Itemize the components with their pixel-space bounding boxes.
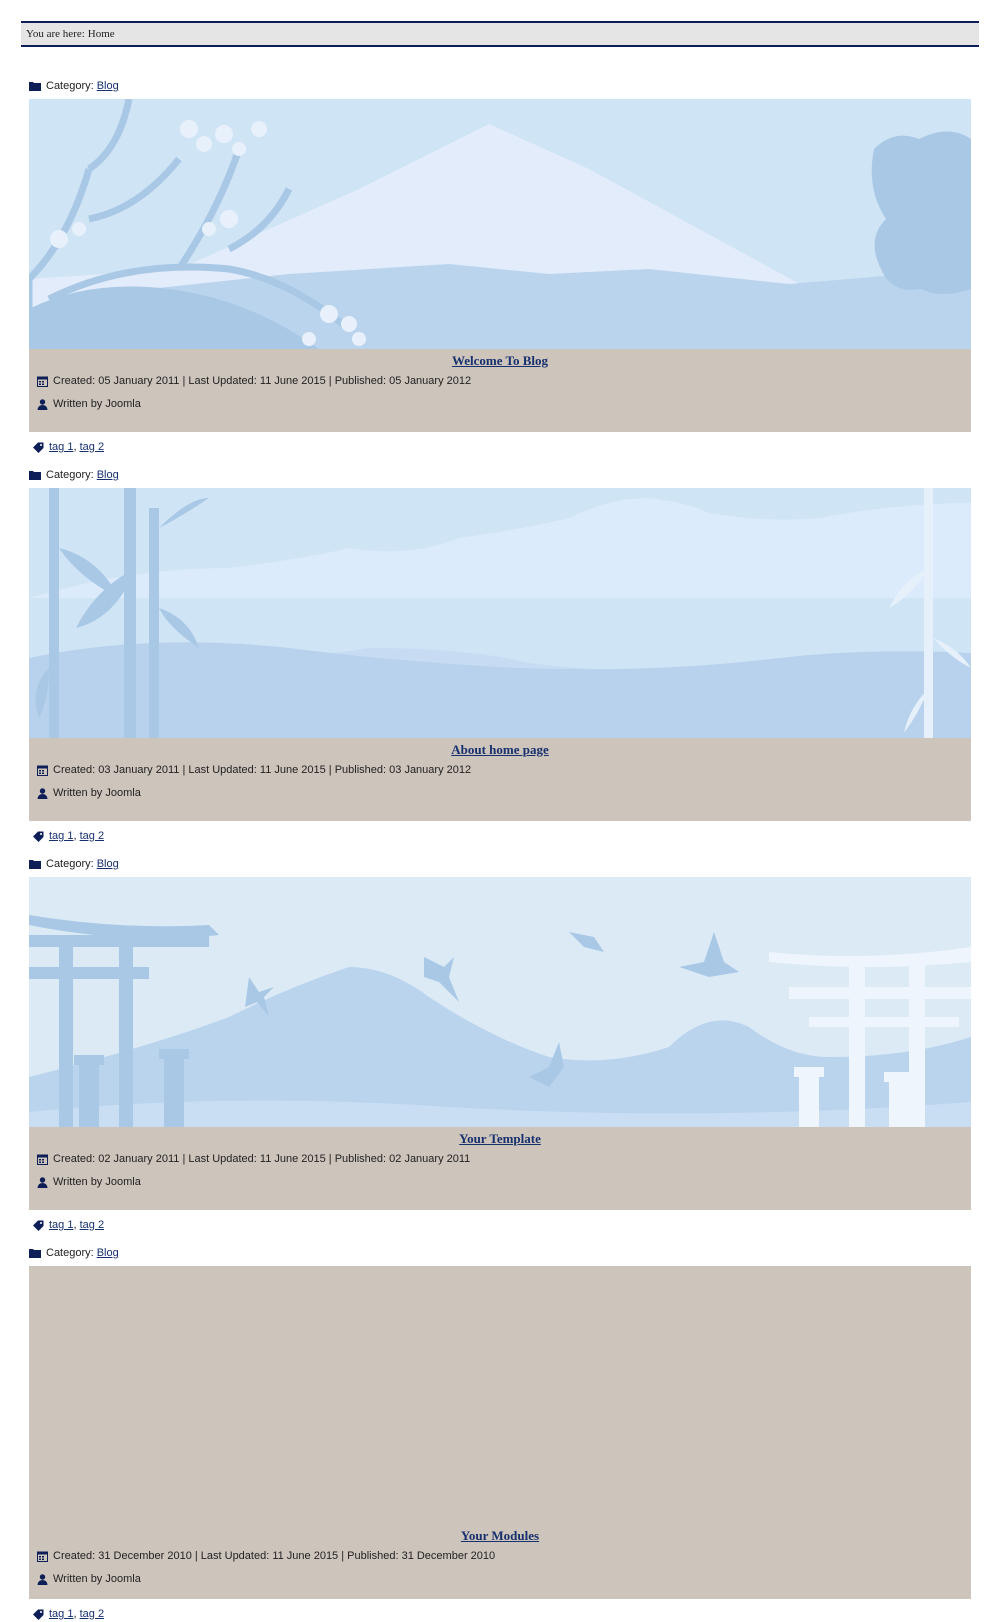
calendar-icon	[37, 765, 48, 776]
tag-link[interactable]: tag 1	[49, 830, 74, 842]
dates-text: Created: 02 January 2011 | Last Updated: 11 June 2015 | Published: 02 January 2011	[53, 1153, 471, 1165]
article-card	[29, 488, 971, 821]
tag-link[interactable]: tag 2	[79, 830, 105, 842]
tag-list: tag 1, tag 2	[49, 1608, 105, 1620]
category-link[interactable]: Blog	[96, 1247, 119, 1259]
category-line	[29, 467, 971, 483]
article-title	[37, 353, 963, 369]
tag-link[interactable]: tag 1	[49, 1608, 74, 1620]
article-info	[29, 738, 971, 821]
author-text: Written by Joomla	[53, 1573, 141, 1585]
author-text: Written by Joomla	[53, 398, 141, 410]
article-title	[37, 1131, 963, 1147]
article	[29, 467, 971, 844]
calendar-icon	[37, 1551, 48, 1562]
article-image	[29, 488, 971, 738]
article-author	[37, 785, 963, 801]
article-title-link[interactable]: About home page	[451, 742, 549, 757]
article-author	[37, 1174, 963, 1190]
category-label: Category:	[46, 858, 94, 870]
article-dates	[37, 1151, 963, 1167]
dates-text: Created: 05 January 2011 | Last Updated: 11 June 2015 | Published: 05 January 2012	[53, 375, 472, 387]
tag-link[interactable]: tag 2	[79, 441, 105, 453]
calendar-icon	[37, 1154, 48, 1165]
category-label: Category:	[46, 80, 94, 92]
article-tags	[29, 1606, 971, 1622]
article-title-link[interactable]: Welcome To Blog	[451, 353, 549, 368]
category-link[interactable]: Blog	[96, 469, 119, 481]
article-title-link[interactable]: Your Template	[459, 1131, 541, 1146]
article-title	[37, 742, 963, 758]
article-image	[29, 99, 971, 349]
tag-icon	[33, 442, 44, 453]
article-card	[29, 877, 971, 1210]
article-title	[37, 1528, 963, 1544]
article-tags	[29, 828, 971, 844]
category-link[interactable]: Blog	[96, 80, 119, 92]
breadcrumb-current: Home	[87, 28, 115, 40]
category-line	[29, 78, 971, 94]
tag-link[interactable]: tag 1	[49, 1219, 74, 1231]
article	[29, 856, 971, 1233]
user-icon	[37, 788, 48, 799]
category-label: Category:	[46, 1247, 94, 1259]
article-info	[29, 349, 971, 432]
article-info	[29, 1127, 971, 1210]
article-tags	[29, 439, 971, 455]
article	[29, 1245, 971, 1622]
category-line	[29, 856, 971, 872]
article-dates	[37, 373, 963, 389]
user-icon	[37, 1574, 48, 1585]
user-icon	[37, 399, 48, 410]
author-text: Written by Joomla	[53, 787, 141, 799]
tag-list: tag 1, tag 2	[49, 1219, 105, 1231]
folder-icon	[29, 1248, 41, 1258]
tag-link[interactable]: tag 2	[79, 1608, 105, 1620]
dates-text: Created: 31 December 2010 | Last Updated: 11 June 2015 | Published: 31 December 2010	[53, 1550, 496, 1562]
folder-icon	[29, 81, 41, 91]
article-title-link[interactable]: Your Modules	[460, 1528, 540, 1543]
category-line	[29, 1245, 971, 1261]
tag-icon	[33, 831, 44, 842]
article-author	[37, 1571, 963, 1587]
article-card	[29, 1266, 971, 1599]
tag-link[interactable]: tag 1	[49, 441, 74, 453]
calendar-icon	[37, 376, 48, 387]
tag-list: tag 1, tag 2	[49, 441, 105, 453]
breadcrumb-prefix: You are here:	[26, 28, 85, 40]
folder-icon	[29, 859, 41, 869]
tag-list: tag 1, tag 2	[49, 830, 105, 842]
article-image	[29, 877, 971, 1127]
article-card	[29, 99, 971, 432]
article-dates	[37, 1548, 963, 1564]
user-icon	[37, 1177, 48, 1188]
tag-icon	[33, 1609, 44, 1620]
article	[29, 78, 971, 455]
breadcrumb	[21, 21, 979, 47]
tag-icon	[33, 1220, 44, 1231]
tag-link[interactable]: tag 2	[79, 1219, 105, 1231]
article-tags	[29, 1217, 971, 1233]
folder-icon	[29, 470, 41, 480]
category-link[interactable]: Blog	[96, 858, 119, 870]
category-label: Category:	[46, 469, 94, 481]
dates-text: Created: 03 January 2011 | Last Updated: 11 June 2015 | Published: 03 January 2012	[53, 764, 472, 776]
article-dates	[37, 762, 963, 778]
article-info	[29, 1266, 971, 1599]
author-text: Written by Joomla	[53, 1176, 141, 1188]
article-author	[37, 396, 963, 412]
